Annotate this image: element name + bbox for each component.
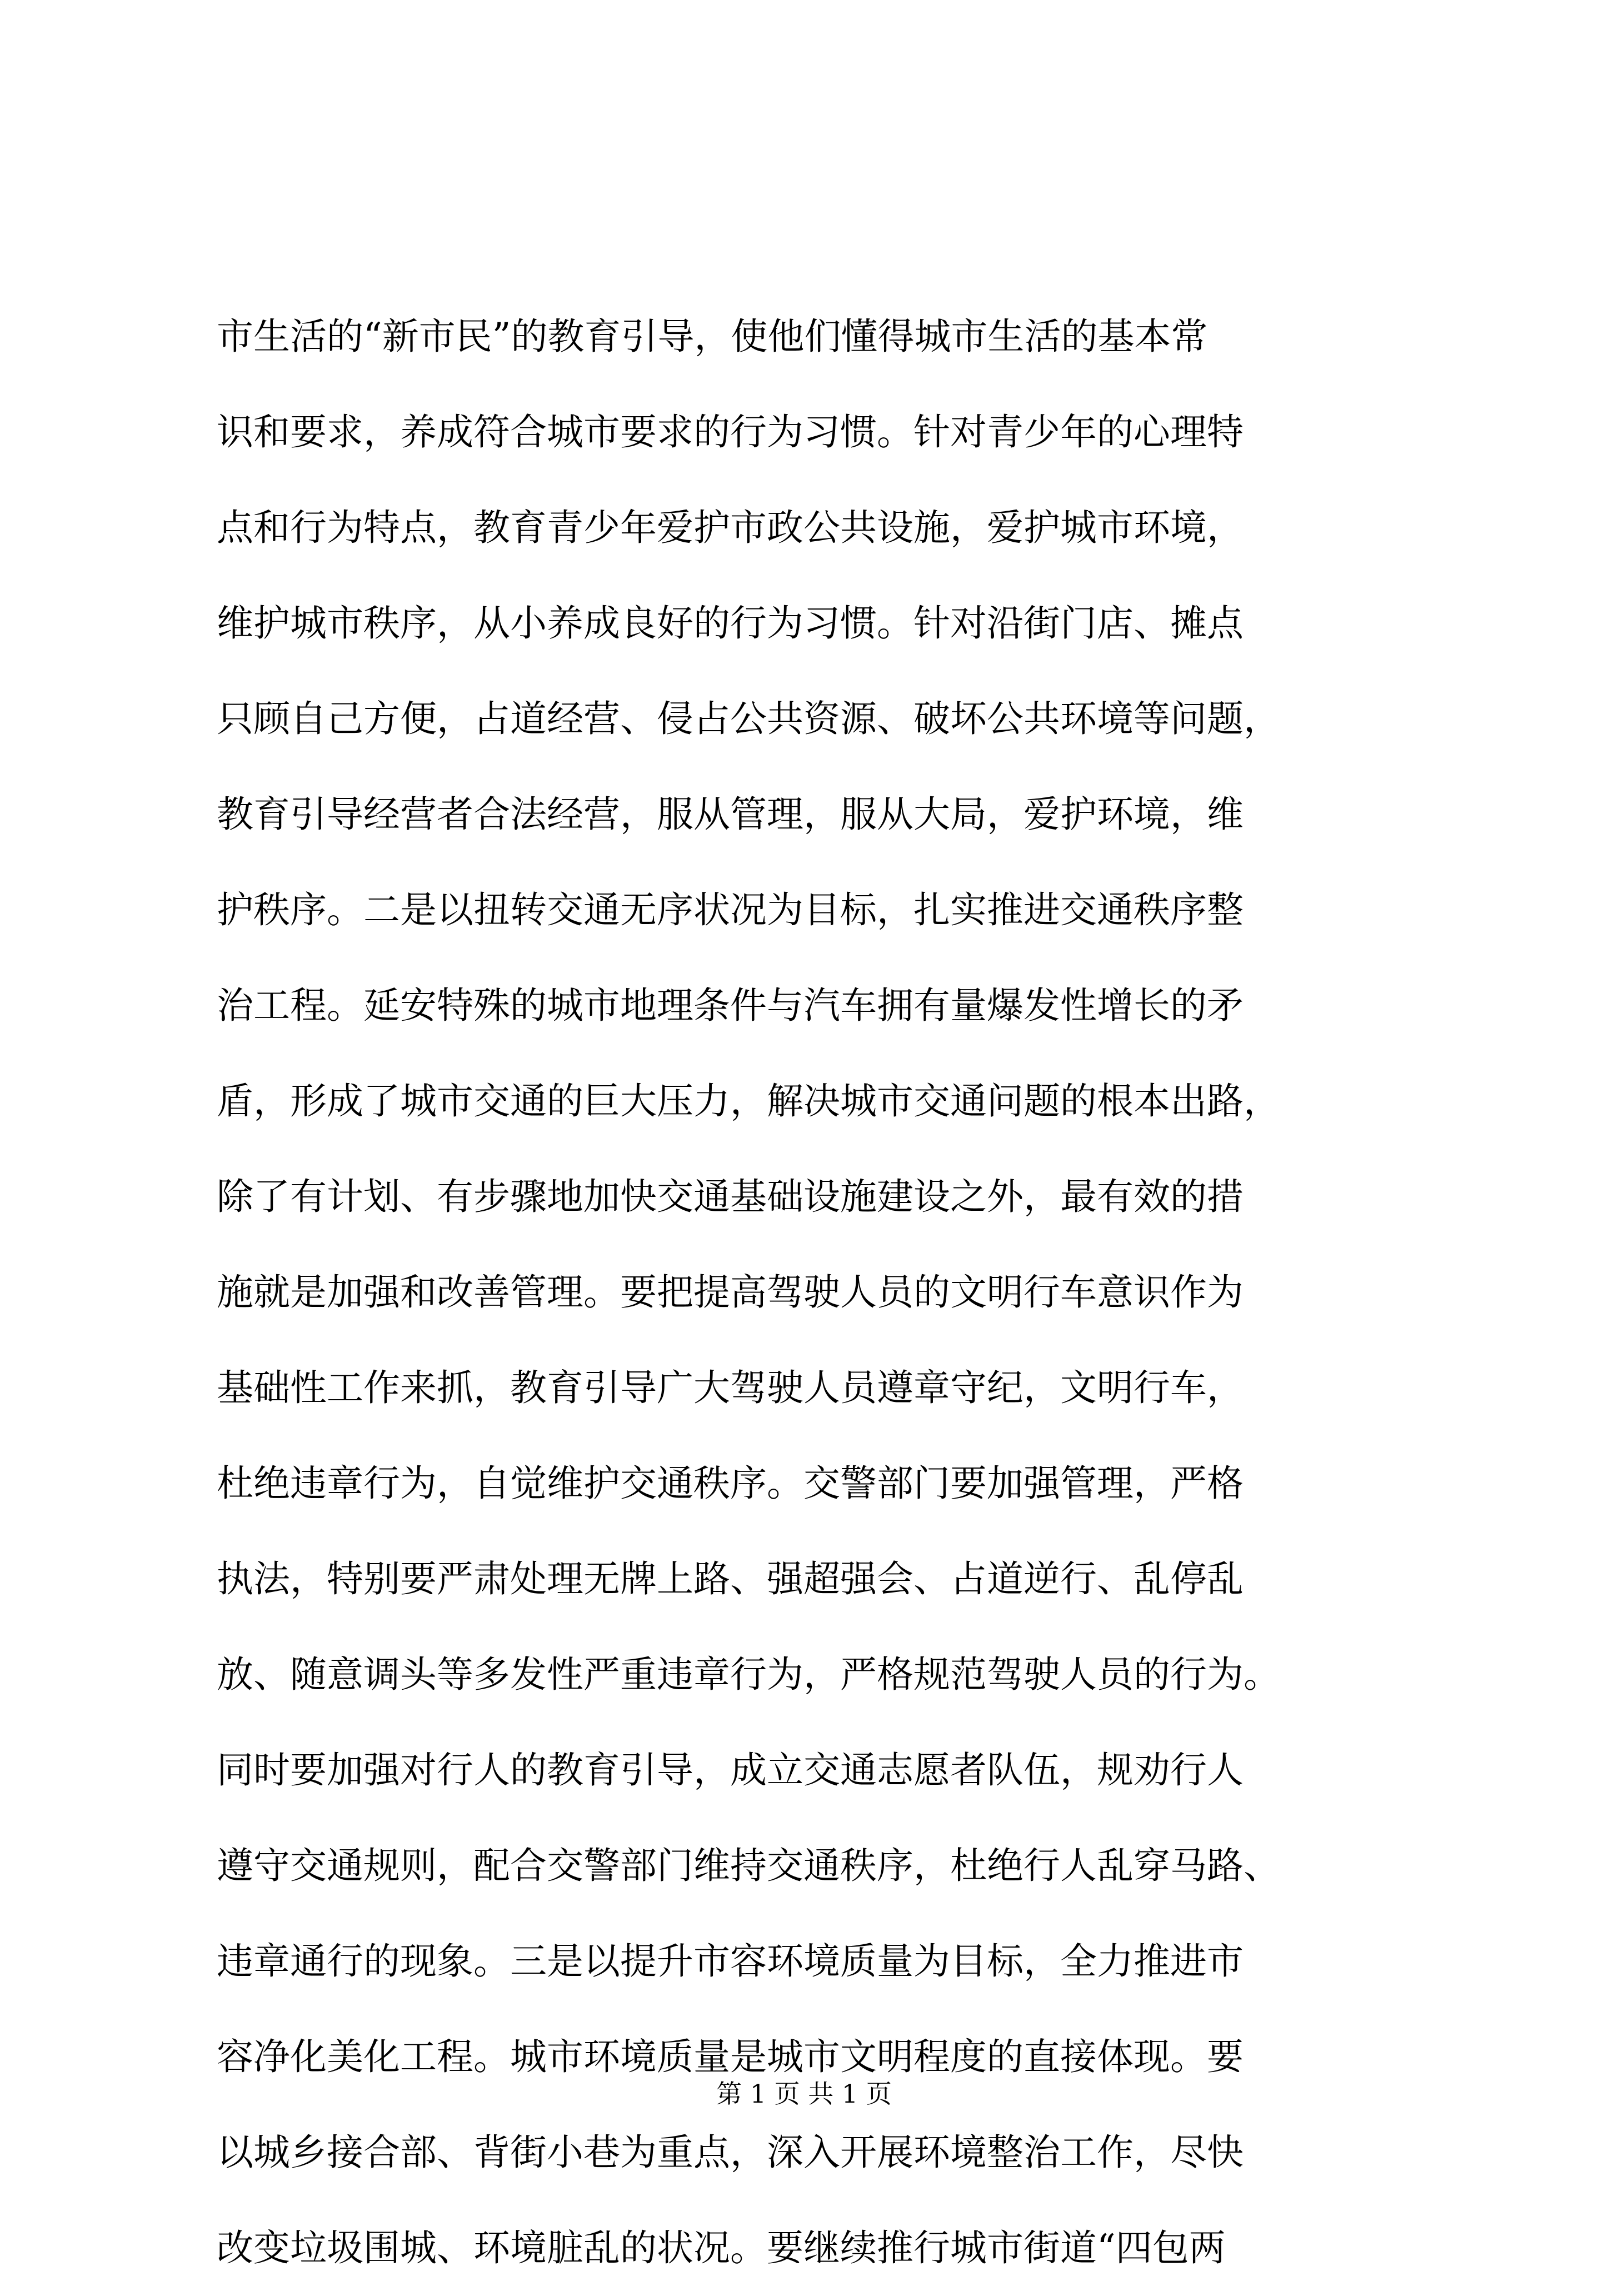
text-line: 违章通行的现象。三是以提升市容环境质量为目标，全力推进市 (217, 1940, 1244, 1983)
text-line: 以城乡接合部、背街小巷为重点，深入开展环境整治工作，尽快 (217, 2131, 1244, 2174)
text-line: 基础性工作来抓，教育引导广大驾驶人员遵章守纪，文明行车， (217, 1366, 1244, 1409)
text-line: 同时要加强对行人的教育引导，成立交通志愿者队伍，规劝行人 (217, 1749, 1244, 1791)
text-line: 盾，形成了城市交通的巨大压力，解决城市交通问题的根本出路， (217, 1080, 1280, 1122)
text-line: 改变垃圾围城、环境脏乱的状况。要继续推行城市街道“四包两 (217, 2227, 1226, 2269)
text-line: 容净化美化工程。城市环境质量是城市文明程度的直接体现。要 (217, 2035, 1244, 2078)
text-line: 识和要求，养成符合城市要求的行为习惯。针对青少年的心理特 (217, 411, 1244, 453)
text-line: 治工程。延安特殊的城市地理条件与汽车拥有量爆发性增长的矛 (217, 984, 1244, 1027)
text-line: 维护城市秩序，从小养成良好的行为习惯。针对沿街门店、摊点 (217, 602, 1244, 645)
text-line: 放、随意调头等多发性严重违章行为，严格规范驾驶人员的行为。 (217, 1653, 1280, 1696)
text-line: 市生活的“新市民”的教育引导，使他们懂得城市生活的基本常 (217, 315, 1208, 358)
text-line: 杜绝违章行为，自觉维护交通秩序。交警部门要加强管理，严格 (217, 1462, 1244, 1505)
text-line: 执法，特别要严肃处理无牌上路、强超强会、占道逆行、乱停乱 (217, 1558, 1244, 1600)
text-line: 护秩序。二是以扭转交通无序状况为目标，扎实推进交通秩序整 (217, 889, 1244, 931)
text-line: 教育引导经营者合法经营，服从管理，服从大局，爱护环境，维 (217, 793, 1244, 836)
page-number-label: 第 1 页 共 1 页 (716, 2079, 892, 2109)
body-text (217, 289, 1411, 2296)
page-footer (0, 2077, 1608, 2110)
text-line: 除了有计划、有步骤地加快交通基础设施建设之外，最有效的措 (217, 1175, 1244, 1218)
text-line: 遵守交通规则，配合交警部门维持交通秩序，杜绝行人乱穿马路、 (217, 1844, 1280, 1887)
text-line: 施就是加强和改善管理。要把提高驾驶人员的文明行车意识作为 (217, 1271, 1244, 1314)
text-line: 点和行为特点，教育青少年爱护市政公共设施，爱护城市环境， (217, 506, 1244, 549)
text-line: 只顾自己方便，占道经营、侵占公共资源、破坏公共环境等问题， (217, 697, 1280, 740)
